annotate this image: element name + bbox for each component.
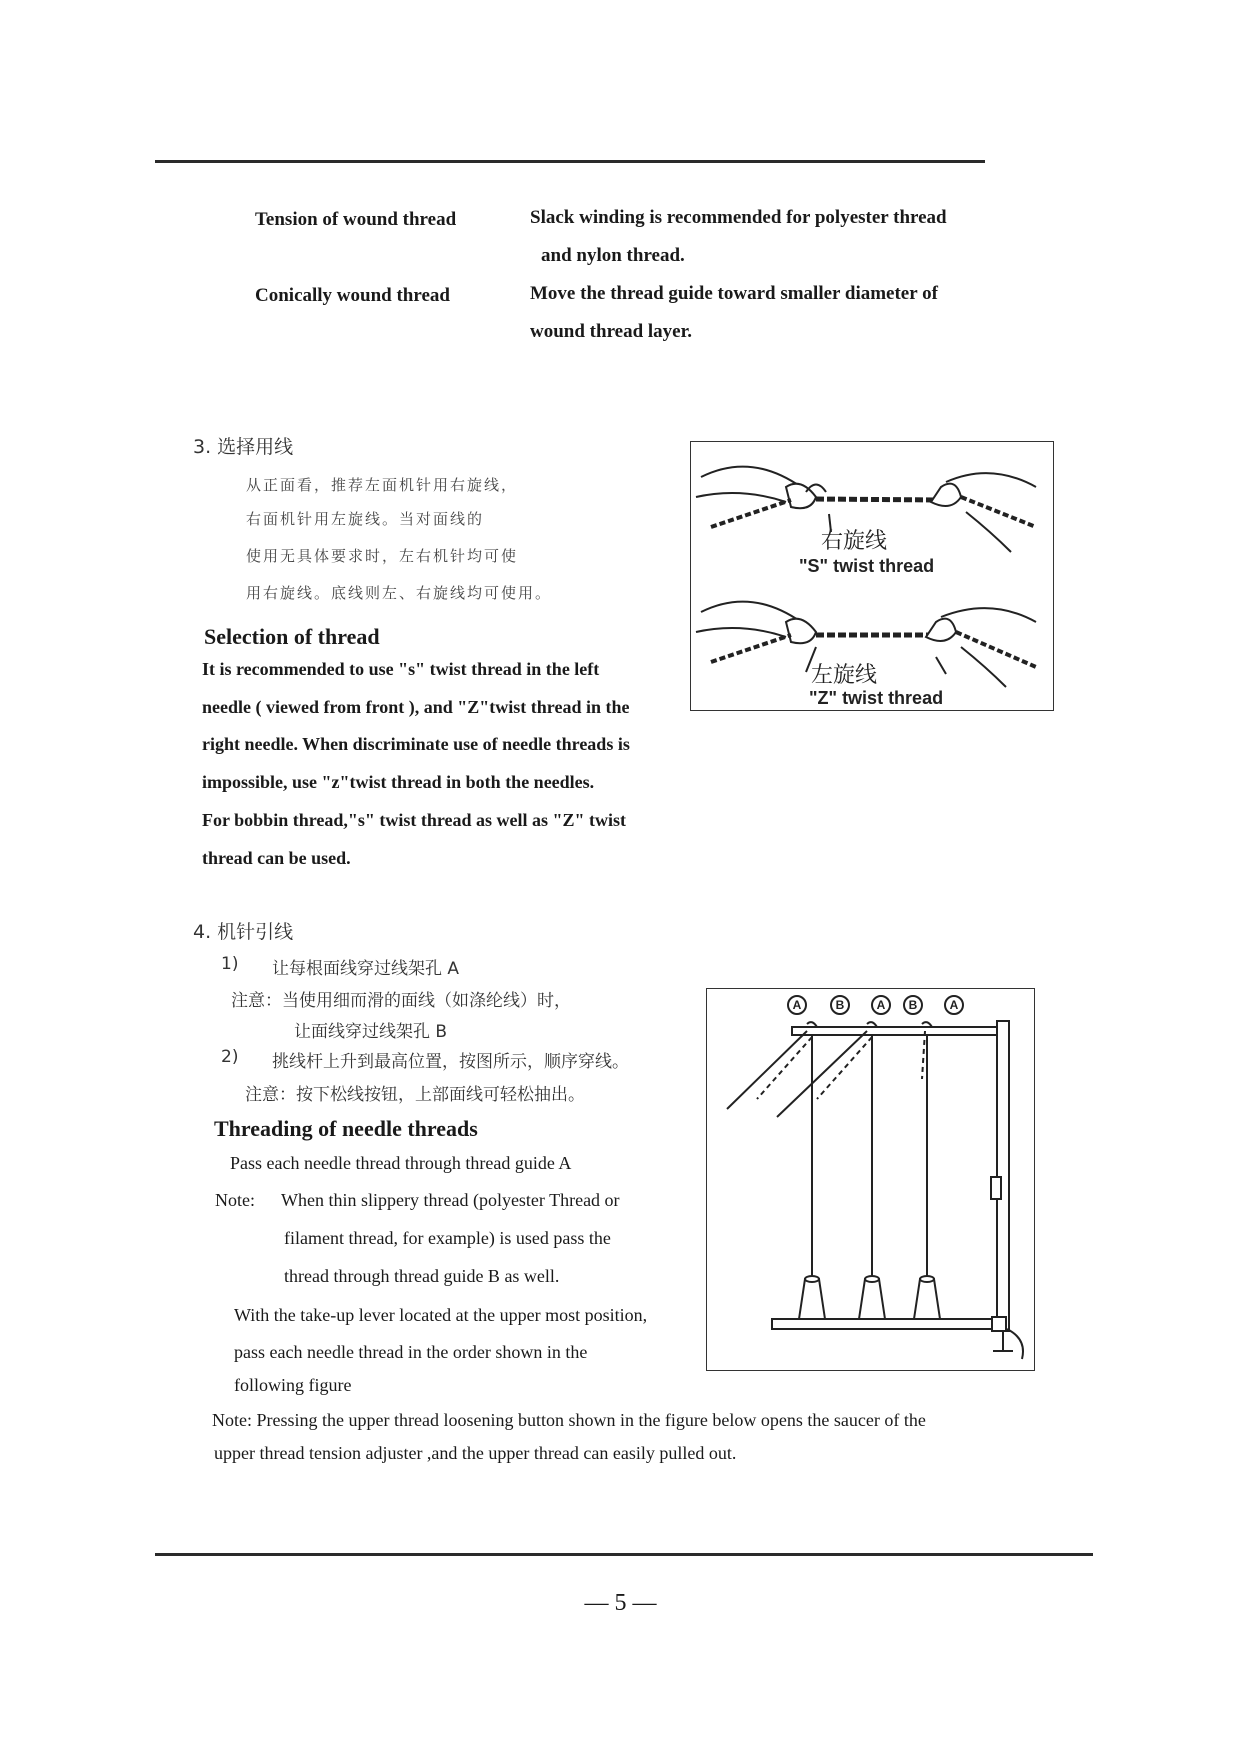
winding-desc-conical-line2: wound thread layer.: [530, 321, 693, 342]
pass-thread-line: Pass each needle thread through thread guide A: [230, 1153, 572, 1173]
winding-desc-tension-line1: Slack winding is recommended for polyester thread: [530, 207, 947, 228]
guide-label-1-text: A: [792, 998, 802, 1012]
section3-heading-cn: 3. 选择用线: [193, 436, 294, 458]
note1-line2: 让面线穿过线架孔 B: [294, 1022, 448, 1042]
guide-label-2-text: B: [835, 998, 845, 1012]
section3-cn-line1: 从正面看，推荐左面机针用右旋线，: [246, 476, 519, 494]
winding-label-tension: Tension of wound thread: [255, 209, 457, 230]
section3-en-line5: For bobbin thread,"s" twist thread as well as "Z" twist: [202, 810, 627, 830]
section3-cn-line4: 用右旋线。底线则左、右旋线均可使用。: [246, 584, 553, 602]
final-note-line2: upper thread tension adjuster ,and the upper thread can easily pulled out.: [214, 1443, 737, 1463]
step2-number: 2): [221, 1047, 239, 1067]
section3-heading-en: Selection of thread: [204, 624, 380, 649]
thread-stand-figure: [706, 988, 1035, 1371]
note2-text: 注意：按下松线按钮，上部面线可轻松抽出。: [245, 1085, 585, 1105]
section4-heading-cn: 4. 机针引线: [193, 921, 294, 943]
winding-desc-tension-line2: and nylon thread.: [541, 245, 685, 266]
thread-cone-1: [799, 1279, 825, 1319]
section3-en-line6: thread can be used.: [202, 848, 351, 868]
section3-en-line1: It is recommended to use "s" twist thread in the left: [202, 659, 600, 679]
s-twist-en-label: "S" twist thread: [799, 556, 935, 576]
section3-en-line3: right needle. When discriminate use of needle threads is: [202, 734, 630, 754]
step1-number: 1): [221, 954, 239, 974]
takeup-line2: pass each needle thread in the order shown in the: [234, 1342, 588, 1362]
s-twist-cn-label: 右旋线: [821, 528, 888, 553]
bottom-rule: [155, 1553, 1093, 1556]
guide-label-3-text: A: [876, 998, 886, 1012]
note1-line1: 注意：当使用细而滑的面线（如涤纶线）时，: [231, 991, 571, 1011]
section4-heading-en: Threading of needle threads: [214, 1116, 478, 1141]
note-line2: filament thread, for example) is used pass the: [284, 1228, 611, 1248]
takeup-line3: following figure: [234, 1375, 352, 1395]
winding-label-conical: Conically wound thread: [255, 285, 450, 306]
takeup-line1: With the take-up lever located at the upper most position,: [234, 1305, 648, 1325]
guide-label-4-text: B: [908, 998, 918, 1012]
step1-text: 让每根面线穿过线架孔 A: [272, 959, 460, 979]
z-twist-cn-label: 左旋线: [811, 662, 878, 687]
thread-stand-illustration: [707, 989, 1034, 1370]
top-rule: [155, 160, 985, 163]
note-line3: thread through thread guide B as well.: [284, 1266, 560, 1286]
twist-thread-figure: [690, 441, 1054, 711]
section3-en-line4: impossible, use "z"twist thread in both the needles.: [202, 772, 595, 792]
step2-text: 挑线杆上升到最高位置，按图所示，顺序穿线。: [272, 1052, 629, 1072]
guide-label-5-text: A: [949, 998, 959, 1012]
z-twist-en-label: "Z" twist thread: [809, 688, 944, 708]
thread-cone-3: [914, 1279, 940, 1319]
section3-cn-line2: 右面机针用左旋线。当对面线的: [246, 510, 485, 528]
note-line1: When thin slippery thread (polyester Thread or: [281, 1190, 620, 1210]
winding-desc-conical-line1: Move the thread guide toward smaller diameter of: [530, 283, 938, 304]
page-number: — 5 —: [584, 1590, 657, 1616]
thread-cone-2: [859, 1279, 885, 1319]
twist-thread-illustration: [691, 442, 1053, 710]
note-label: Note:: [215, 1190, 255, 1210]
section3-cn-line3: 使用无具体要求时，左右机针均可使: [246, 547, 519, 565]
final-note-line1: Note: Pressing the upper thread loosening button shown in the figure below opens the saucer of the: [212, 1410, 926, 1430]
section3-en-line2: needle ( viewed from front ), and "Z"twist thread in the: [202, 697, 630, 717]
